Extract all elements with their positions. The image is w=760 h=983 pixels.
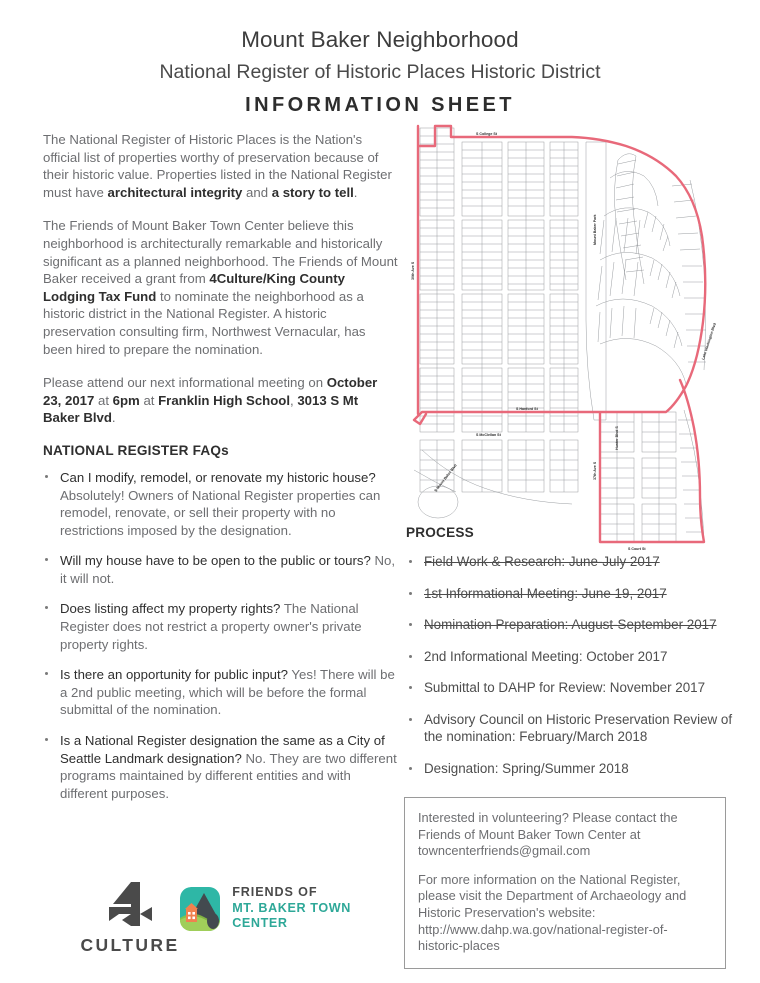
faq-item: [43, 666, 398, 719]
process-item-label: Field Work & Research: June-July 2017: [424, 554, 660, 569]
process-list: [406, 553, 746, 777]
map-label-30th-ave-s: 30th Ave S: [411, 261, 415, 280]
friends-mark-svg: [180, 887, 220, 931]
bullet-icon: [409, 718, 412, 721]
process-item: [406, 585, 746, 603]
fourculture-numeral-icon: [75, 880, 185, 928]
map-label-s-mcclellan-st: S McClellan St: [476, 433, 501, 437]
friends-logo-text: [232, 885, 395, 932]
faq-question: Can I modify, remodel, or renovate my historic house?: [60, 469, 376, 485]
map-label-s-college-st: S College St: [476, 132, 497, 136]
page-title: Mount Baker Neighborhood: [241, 27, 519, 52]
process-item-label: 1st Informational Meeting: June 19, 2017: [424, 585, 667, 601]
friends-of-mt-baker-logo: [180, 885, 395, 932]
process-item-label: Designation: Spring/Summer 2018: [424, 760, 629, 776]
faq-list: [43, 469, 398, 803]
bullet-icon: [409, 767, 412, 770]
map-svg: [404, 120, 749, 555]
historic-district-map: [404, 120, 749, 555]
contact-info-box: [404, 797, 726, 969]
page-subtitle: National Register of Historic Places Historic District: [159, 61, 601, 84]
bullet-icon: [45, 475, 48, 478]
process-item: [406, 648, 746, 666]
faq-answer: Absolutely! Owners of National Register properties can remodel, renovate, or sell their property with no restrictions imposed by the designation.: [60, 487, 381, 538]
bullet-icon: [45, 558, 48, 561]
process-item-label: Submittal to DAHP for Review: November 2017: [424, 680, 706, 695]
process-item-label: Advisory Council on Historic Preservation Review of the nomination: February/March 2018: [424, 711, 733, 744]
bullet-icon: [409, 686, 412, 689]
faq-item: [43, 469, 398, 539]
faq-item: [43, 600, 398, 653]
intro-paragraph-2: The Friends of Mount Baker Town Center believe this neighborhood is architecturally remarkable and historically significant as a planned neighborhood. The Friends of Mount Baker received a grant from 4Culture/King County Lodging Tax Fund to nominate the neighborhood as a historic district in the National Register. A historic preservation consulting firm, Northwest Vernacular, has been hired to prepare the nomination.: [43, 218, 398, 357]
intro-paragraph-1: The National Register of Historic Places is the Nation's official list of properties worthy of preservation because of their historic value. Properties listed in the National Register must have architectural integrity and a story to tell.: [43, 132, 392, 200]
bullet-icon: [409, 592, 412, 595]
bullet-icon: [45, 738, 48, 741]
process-item-label: Nomination Preparation: August-September 2017: [424, 617, 717, 632]
map-label-s-hanford-st: S Hanford St: [516, 407, 538, 411]
friends-logo-line1: FRIENDS OF: [232, 885, 318, 899]
process-item: [406, 711, 746, 746]
more-information-text: For more information on the National Register, please visit the Department of Archaeology and Historic Preservation's website: http://www.dahp.wa.gov/national-register-of-historic-places: [418, 871, 687, 954]
faq-answer: The National Register does not restrict a property owner's private property rights.: [60, 601, 362, 652]
faq-heading: NATIONAL REGISTER FAQs: [43, 442, 229, 458]
process-item: [406, 553, 746, 571]
left-column: [43, 131, 398, 815]
map-parcel-lines: [414, 128, 706, 542]
faq-item: [43, 732, 398, 802]
faq-answer: Yes! There will be a 2nd public meeting, which will be before the formal submittal of the nomination.: [60, 667, 395, 718]
faq-question: Will my house have to be open to the public or tours?: [60, 553, 371, 569]
fourculture-wordmark: CULTURE: [80, 935, 180, 955]
map-label-lake-washington-blvd: Lake Washington Blvd: [701, 322, 717, 361]
meeting-announcement: Please attend our next informational meeting on October 23, 2017 at 6pm at Franklin High School, 3013 S Mt Baker Blvd.: [43, 375, 378, 426]
sponsor-logos: [55, 880, 395, 960]
faq-answer: No. They are two different programs maintained by different entities and with different purposes.: [60, 750, 397, 801]
document-type-title: INFORMATION SHEET: [245, 94, 515, 117]
process-item-label: 2nd Informational Meeting: October 2017: [424, 648, 668, 664]
faq-item: [43, 552, 398, 587]
fourculture-logo: [75, 880, 185, 956]
bullet-icon: [45, 672, 48, 675]
friends-logo-line2: MT. BAKER TOWN CENTER: [232, 900, 351, 931]
volunteer-contact-text: Interested in volunteering? Please contact the Friends of Mount Baker Town Center at towncenterfriends@gmail.com: [418, 810, 678, 859]
process-item: [406, 760, 746, 778]
faq-question: Is there an opportunity for public input?: [60, 667, 288, 683]
map-label-s-mount-baker-blvd: S Mount Baker Blvd: [433, 463, 458, 493]
process-section: [406, 525, 746, 791]
bullet-icon: [409, 655, 412, 658]
page-header: [0, 0, 760, 117]
process-item: [406, 616, 746, 634]
friends-logo-mark-icon: [180, 887, 220, 931]
map-label-mount-baker-park: Mount Baker Park: [593, 214, 597, 245]
map-label-37th-ave-s: 37th Ave S: [593, 461, 597, 480]
bullet-icon: [45, 606, 48, 609]
faq-question: Is a National Register designation the same as a City of Seattle Landmark designation?: [60, 733, 385, 766]
faq-question: Does listing affect my property rights?: [60, 601, 281, 617]
map-label-s-court-st: S Court St: [628, 547, 646, 551]
map-label-hunter-blvd-s: Hunter Blvd S: [615, 426, 619, 450]
faq-answer: No, it will not.: [60, 553, 396, 586]
process-item: [406, 679, 746, 697]
bullet-icon: [409, 623, 412, 626]
process-heading: PROCESS: [406, 525, 474, 540]
bullet-icon: [409, 560, 412, 563]
